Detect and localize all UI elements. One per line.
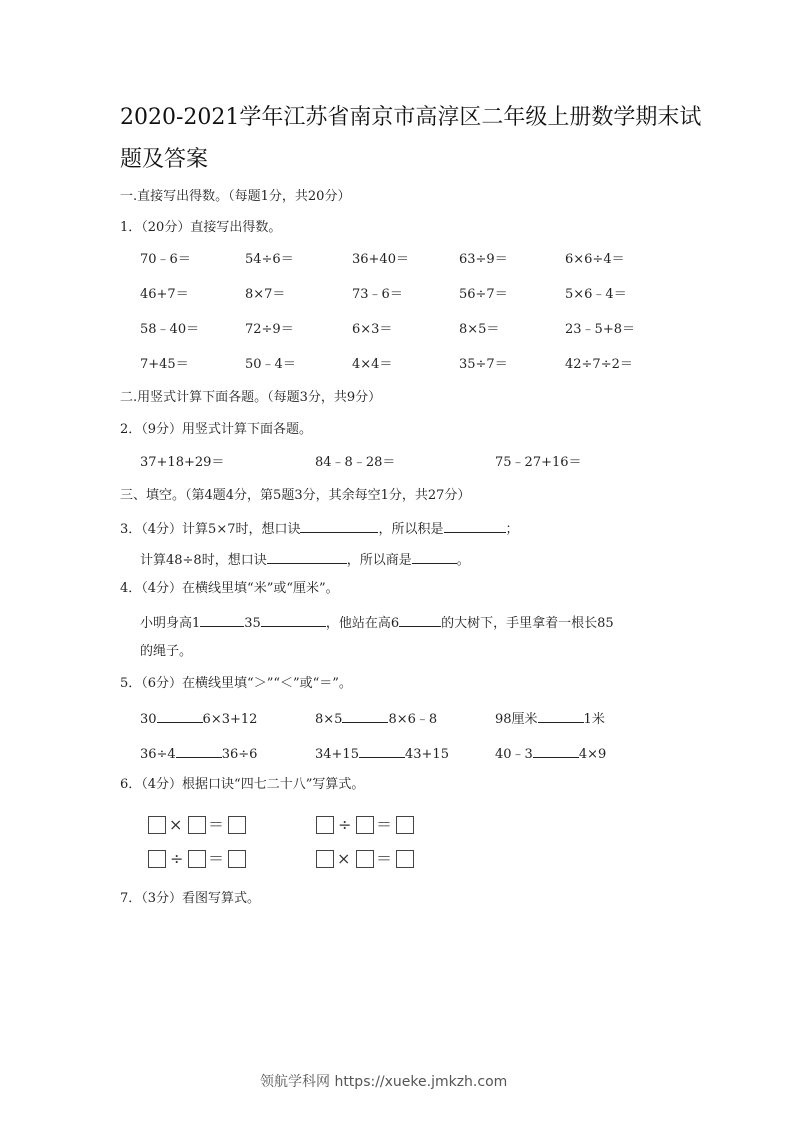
divide-sign: ÷: [338, 815, 352, 834]
q5-right: 36÷6: [221, 747, 258, 762]
q5-right: 8×6﹣8: [388, 712, 438, 727]
mental-math-item: 7+45＝: [140, 357, 189, 372]
mental-math-item: 63÷9＝: [459, 252, 508, 267]
answer-box[interactable]: [228, 850, 246, 868]
mental-math-item: 6×3＝: [352, 322, 393, 337]
q5-right: 6×3+12: [202, 712, 258, 727]
q4-text-c: ，他站在高6: [325, 616, 400, 631]
mental-math-item: 36+40＝: [352, 252, 409, 267]
answer-box[interactable]: [356, 850, 374, 868]
q5-left: 40﹣3: [495, 747, 533, 762]
q6-label: 6．（4分）根据口诀“四七二十八”写算式。: [120, 777, 365, 792]
mental-math-item: 56÷7＝: [459, 287, 508, 302]
mental-math-item: 8×7＝: [245, 287, 286, 302]
q4-blank-2[interactable]: [261, 612, 326, 627]
page-title-line1: 2020-2021学年江苏省南京市高淳区二年级上册数学期末试: [120, 105, 702, 130]
mental-math-item: 5×6﹣4＝: [565, 287, 627, 302]
q5-blank[interactable]: [176, 743, 222, 758]
mental-math-item: 72÷9＝: [245, 322, 294, 337]
mental-math-item: 73﹣6＝: [352, 287, 403, 302]
vertical-calc-item-2: 84﹣8﹣28＝: [315, 455, 396, 470]
section1-heading: 一.直接写出得数。（每题1分，共20分）: [120, 189, 351, 204]
equals-sign: ＝: [376, 849, 393, 868]
equals-sign: ＝: [376, 815, 393, 834]
mental-math-item: 54÷6＝: [245, 252, 294, 267]
q4-blank-3[interactable]: [399, 612, 441, 627]
q3-line2-label: 计算48÷8时，想口诀: [140, 553, 267, 568]
q5-right: 43+15: [404, 747, 449, 762]
mental-math-item: 23﹣5+8＝: [565, 322, 635, 337]
equals-sign: ＝: [208, 815, 225, 834]
q7-label: 7．（3分）看图写算式。: [120, 891, 261, 906]
mental-math-item: 46+7＝: [140, 287, 189, 302]
section3-heading: 三、填空。（第4题4分，第5题3分，其余每空1分，共27分）: [120, 488, 471, 503]
q5-blank[interactable]: [342, 708, 388, 723]
q5-item: [140, 708, 257, 729]
q5-blank[interactable]: [533, 743, 579, 758]
q5-label: 5．（6分）在横线里填“＞”“＜”或“＝”。: [120, 676, 352, 691]
q3-label: 3．（4分）计算5×7时，想口诀: [120, 522, 301, 537]
q5-item: [140, 743, 257, 764]
q4-text-b: 35: [244, 616, 261, 631]
divide-sign: ÷: [170, 849, 184, 868]
answer-box[interactable]: [396, 850, 414, 868]
answer-box[interactable]: [148, 850, 166, 868]
mental-math-item: 4×4＝: [352, 357, 393, 372]
answer-box[interactable]: [188, 816, 206, 834]
q5-item: [495, 708, 605, 729]
q5-blank[interactable]: [538, 708, 584, 723]
page-title-line2: 题及答案: [120, 147, 209, 172]
mental-math-item: 42÷7÷2＝: [565, 357, 633, 372]
equals-sign: ＝: [208, 849, 225, 868]
q1-label: 1．（20分）直接写出得数。: [120, 220, 282, 235]
q5-blank[interactable]: [359, 743, 405, 758]
answer-box[interactable]: [316, 850, 334, 868]
q4-text-d: 的大树下，手里拿着一根长85: [441, 616, 614, 631]
q5-left: 36÷4: [140, 747, 176, 762]
multiply-sign: ×: [337, 849, 351, 868]
q4-line1: [140, 612, 614, 633]
q3-line2-end: 。: [456, 553, 470, 568]
vertical-calc-item-3: 75﹣27+16＝: [495, 455, 582, 470]
answer-box[interactable]: [356, 816, 374, 834]
q4-line2: 的绳子。: [140, 644, 193, 659]
mental-math-item: 6×6÷4＝: [565, 252, 625, 267]
mental-math-item: 35÷7＝: [459, 357, 508, 372]
q4-blank-1[interactable]: [200, 612, 244, 627]
q3-line2: [140, 549, 470, 570]
q4-text-a: 小明身高1: [140, 616, 201, 631]
answer-box[interactable]: [228, 816, 246, 834]
q2-label: 2．（9分）用竖式计算下面各题。: [120, 422, 313, 437]
q3-mid: ，所以积是: [378, 522, 444, 537]
q3-line1: [120, 518, 519, 539]
mental-math-item: 50﹣4＝: [245, 357, 296, 372]
mental-math-item: 8×5＝: [459, 322, 500, 337]
q3-blank-3[interactable]: [267, 549, 347, 564]
q3-line2-mid: ，所以商是: [346, 553, 412, 568]
answer-box[interactable]: [316, 816, 334, 834]
answer-box[interactable]: [188, 850, 206, 868]
q5-right: 1米: [583, 712, 605, 727]
q3-blank-2[interactable]: [444, 518, 506, 533]
answer-box[interactable]: [148, 816, 166, 834]
q5-left: 8×5: [315, 712, 343, 727]
q5-left: 98厘米: [495, 712, 538, 727]
q5-blank[interactable]: [157, 708, 203, 723]
q3-blank-1[interactable]: [300, 518, 378, 533]
answer-box[interactable]: [396, 816, 414, 834]
q5-item: [495, 743, 606, 764]
footer-watermark: 领航学科网 https://xueke.jmkzh.com: [260, 1074, 508, 1090]
mental-math-item: 70﹣6＝: [140, 252, 191, 267]
mental-math-item: 58﹣40＝: [140, 322, 200, 337]
q5-item: [315, 743, 449, 764]
q5-left: 34+15: [315, 747, 359, 762]
q5-item: [315, 708, 437, 729]
section2-heading: 二.用竖式计算下面各题。（每题3分，共9分）: [120, 390, 382, 405]
q3-blank-4[interactable]: [412, 549, 457, 564]
multiply-sign: ×: [169, 815, 183, 834]
q5-right: 4×9: [578, 747, 607, 762]
vertical-calc-item-1: 37+18+29＝: [140, 455, 225, 470]
q3-end: ；: [505, 522, 519, 537]
q4-label: 4．（4分）在横线里填“米”或“厘米”。: [120, 581, 339, 596]
q5-left: 30: [140, 712, 157, 727]
